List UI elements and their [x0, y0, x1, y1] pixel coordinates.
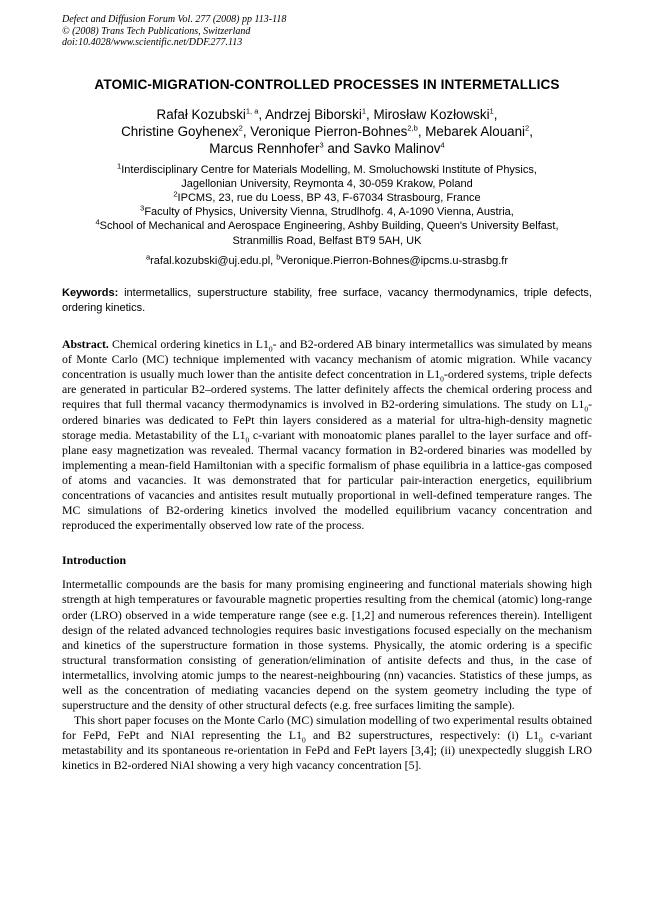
- abstract-paragraph: Abstract. Chemical ordering kinetics in $L1_0-$ and B2-ordered AB binary intermetallics was simulated by means of Monte Carlo (MC) technique implemented with vacancy mechanism of atomic migration. While vacancy concentration is usually much lower than the antisite defect concentration in $L1_0$-ordered systems, triple defects are generated in particular B2–ordered systems. The latter definitely affects the chemical ordering process and requires that full thermal vacancy thermodynamics is involved in B2-ordering simulations. The study on $L1_0$-ordered binaries was dedicated to FePt thin layers considered as a material for ultra-high-density magnetic storage media. Metastability of the $L1_0$ c-variant with monoatomic planes parallel to the layer surface and off-plane easy magnetization was revealed. Thermal vacancy formation in B2-ordered binaries was modelled by implementing a mean-field Hamiltonian with a specific formalism of phase equilibria in a lattice-gas composed of atoms and vacancies. It was demonstrated that for particular pair-interaction energetics, equilibrium concentrations of vacancies and antisites result mutually proportional in well-defined temperature ranges. The MC simulations of B2-ordering kinetics involved the modelled equilibrium vacancy concentration and reproduced the experimentally observed low rate of the process.: [62, 337, 593, 533]
- author-affiliation-sup: 3: [319, 140, 324, 150]
- copyright-line: © (2008) Trans Tech Publications, Switzerland: [62, 25, 251, 37]
- email-link-b[interactable]: Veronique.Pierron-Bohnes@ipcms.u-strasbg.fr: [280, 254, 509, 267]
- keywords-paragraph: [62, 286, 592, 315]
- author-and: and: [323, 140, 354, 156]
- author-separator: ,: [258, 106, 266, 122]
- author-name: Christine Goyhenex: [121, 123, 239, 139]
- paper-page: [62, 14, 592, 774]
- journal-citation: Defect and Diffusion Forum Vol. 277 (2008) pp 113-118: [62, 14, 287, 25]
- affiliation-1: $^1$Interdisciplinary Centre for Materials Modelling, M. Smoluchowski Institute of Physics,: [117, 160, 537, 176]
- author-line-2: [62, 123, 592, 140]
- affiliation-3: $^3$Faculty of Physics, University Vienna, Strudlhofg. 4, A-1090 Vienna, Austria,: [140, 203, 514, 219]
- doi-link[interactable]: doi:10.4028/www.scientific.net/DDF.277.113: [62, 37, 243, 48]
- author-name: Mebarek Alouani: [425, 123, 526, 139]
- affiliation-1-cont: Jagellonian University, Reymonta 4, 30-059 Krakow, Poland: [181, 177, 473, 190]
- author-line-3: [62, 140, 592, 157]
- author-affiliation-sup: 1, a: [245, 106, 259, 116]
- journal-header: [62, 14, 592, 49]
- author-affiliation-sup: 1: [361, 106, 367, 116]
- keywords-text: intermetallics, superstructure stability, free surface, vacancy thermodynamics, triple defects, ordering kinetics.: [62, 286, 592, 314]
- section-heading-introduction: Introduction: [62, 553, 127, 568]
- affiliation-list: [62, 160, 592, 268]
- author-list: [62, 106, 592, 157]
- email-line: $^a$rafal.kozubski@uj.edu.pl, $^b$Veronique.Pierron-Bohnes@ipcms.u-strasbg.fr: [145, 252, 509, 267]
- email-link-a[interactable]: rafal.kozubski@uj.edu.pl,: [150, 254, 277, 267]
- author-name: Mirosław Kozłowski: [373, 106, 490, 122]
- author-affiliation-sup: 1: [489, 106, 494, 116]
- paper-title: ATOMIC-MIGRATION-CONTROLLED PROCESSES IN INTERMETALLICS: [94, 76, 560, 92]
- intro-paragraph-1: Intermetallic compounds are the basis for many promising engineering and functional materials showing high strength at high temperatures or favourable magnetic properties resulting from the chemical (atomic) long-range order (LRO) observed in a wide temperature range (see e.g. [1,2] and numerous references therein). Intelligent design of the related advanced technologies requires basic investigations focused especially on the mechanism and kinetics of the superstructure formation in those systems. Physically, the atomic ordering is a specific structural transformation consisting of generation/elimination of antisite defects and thus, in the case of intermetallics, involving atomic jumps to the nearest-neighbouring (nn) vacancies. Statistics of these jumps, as well as the concentration of mediating vacancies depend on the system geometry including the type of superstructure and the density of other structural defects (e.g. free surfaces limiting the sample).: [62, 577, 592, 713]
- author-affiliation-sup: 2: [525, 123, 530, 133]
- author-name: Veronique Pierron-Bohnes: [250, 123, 408, 139]
- author-name: Savko Malinov: [353, 140, 441, 156]
- author-affiliation-sup: 2,b: [407, 123, 418, 133]
- author-separator: ,: [417, 123, 426, 139]
- affiliation-2: $^2$IPCMS, 23, rue du Loess, BP 43, F-67034 Strasbourg, France: [173, 189, 481, 204]
- author-line-1: [62, 106, 592, 123]
- author-affiliation-sup: 2: [238, 123, 243, 133]
- author-separator: ,: [242, 123, 251, 139]
- author-affiliation-sup: 4: [440, 140, 445, 150]
- author-separator: ,: [529, 123, 533, 139]
- author-separator: ,: [493, 106, 498, 122]
- author-name: Andrzej Biborski: [265, 106, 362, 122]
- affiliation-4-cont: Stranmillis Road, Belfast BT9 5AH, UK: [232, 234, 422, 247]
- author-name: Rafał Kozubski: [156, 106, 246, 122]
- author-separator: ,: [366, 106, 374, 122]
- intro-paragraph-2: This short paper focuses on the Monte Carlo (MC) simulation modelling of two experimental results obtained for FePd, FePt and NiAl representing the $L1_0$ and B2 superstructures, respectively: (i) $L1_0$ c-variant metastability and its spontaneous re-orientation in FePd and FePt layers [3,4]; (ii) unexpectedly sluggish LRO kinetics in B2-ordered NiAl showing a very high vacancy concentration [5].: [62, 713, 592, 773]
- affiliation-4: $^4$School of Mechanical and Aerospace Engineering, Ashby Building, Queen's University Belfast,: [95, 217, 559, 233]
- abstract-label: Abstract.: [62, 337, 109, 352]
- author-name: Marcus Rennhofer: [209, 140, 320, 156]
- keywords-label: Keywords:: [62, 286, 119, 299]
